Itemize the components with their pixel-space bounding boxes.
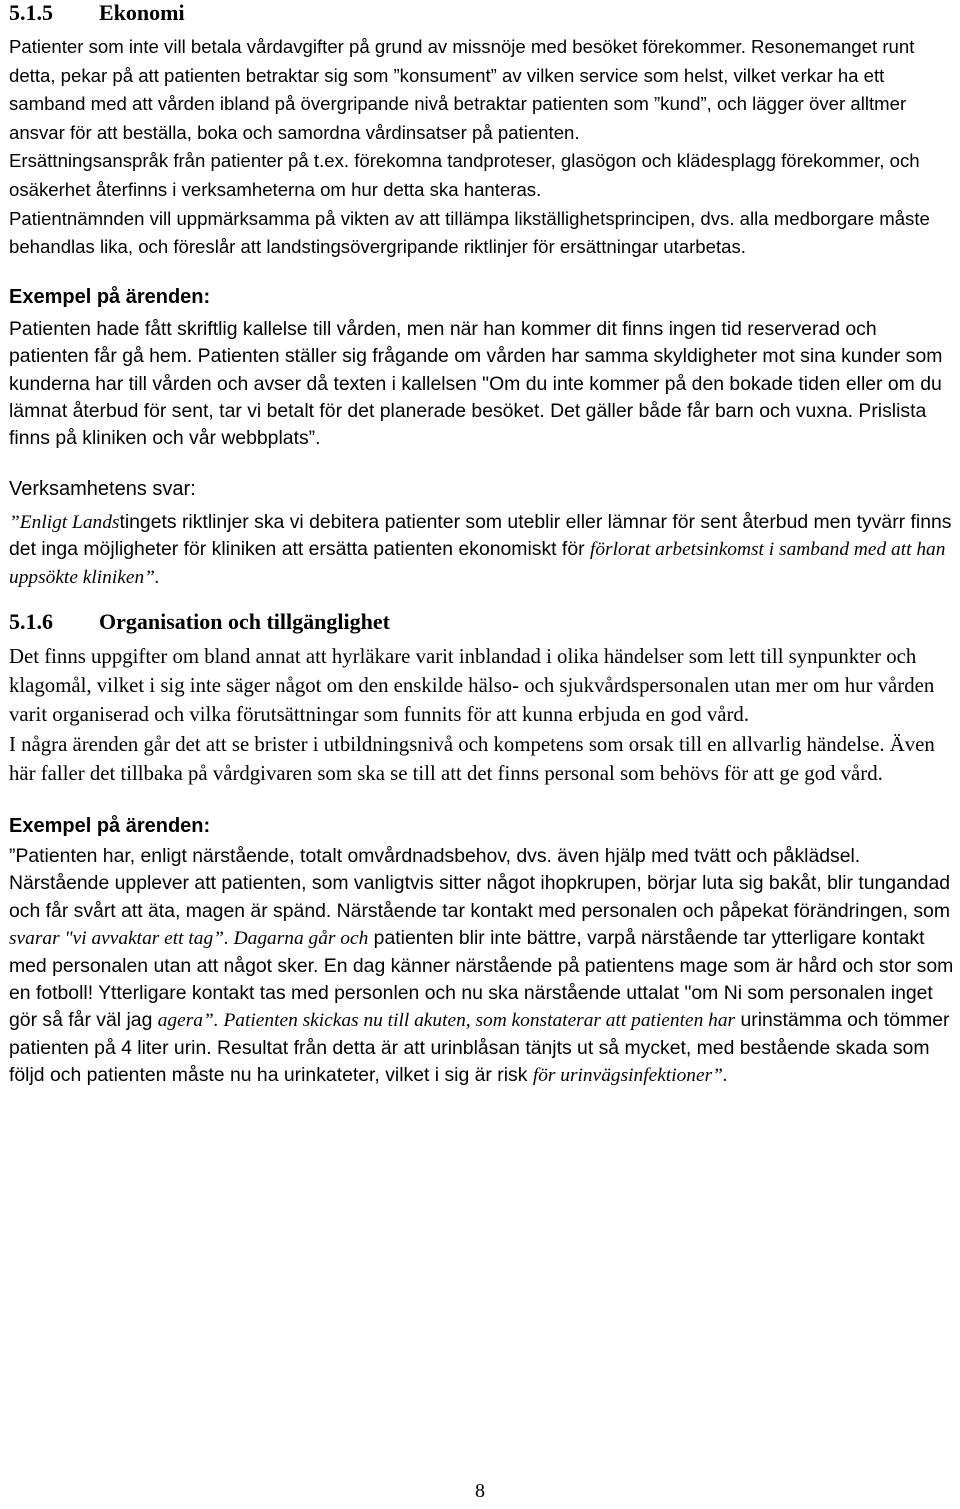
paragraph: Patienter som inte vill betala vårdavgifter på grund av missnöje med besöket förekommer. Resonemanget runt detta, pekar på att patienten betraktar sig som ”konsument” av vilken service som helst, vilket verkar ha ett samband med att vården ibland på övergripande nivå betraktar patienten som ”kund”, och lägger över alltmer ansvar för att beställa, boka och samordna vårdinsatser på patienten. bbox=[9, 36, 915, 143]
example-italic: för urinvägsinfektioner”. bbox=[532, 1065, 728, 1087]
example-italic: svarar "vi avvaktar ett tag”. Dagarna går och bbox=[9, 928, 369, 950]
answer-text bbox=[9, 509, 955, 591]
example-italic: agera”. Patienten skickas nu till akuten, som konstaterar att patienten har bbox=[157, 1010, 736, 1032]
section-title: Organisation och tillgänglighet bbox=[99, 609, 390, 634]
example-text: Patienten hade fått skriftlig kallelse till vården, men när han kommer dit finns ingen tid reserverad och patienten får gå hem. Patienten ställer sig frågande om vården har samma skyldigheter mot sina kunder som kunderna har till vården och avser då texten i kallelsen "Om du inte kommer på den bokade tiden eller om du lämnat återbud för sent, tar vi betalt för det planerade besöket. Det gäller både får barn och vuxna. Prislista finns på kliniken och vår webbplats”. bbox=[9, 317, 943, 450]
section-number: 5.1.5 bbox=[9, 0, 53, 25]
answer-heading: Verksamhetens svar: bbox=[9, 477, 196, 500]
section-title: Ekonomi bbox=[99, 0, 185, 25]
section-heading-ekonomi bbox=[9, 0, 955, 26]
answer-italic-start: ”Enligt Lands bbox=[9, 511, 120, 533]
example-text bbox=[9, 843, 955, 1090]
section-number: 5.1.6 bbox=[9, 609, 53, 634]
example-heading: Exempel på ärenden: bbox=[9, 285, 211, 308]
section-heading-organisation bbox=[9, 609, 955, 635]
paragraph: Patientnämnden vill uppmärksamma på vikten av att tillämpa likställighetsprincipen, dvs. alla medborgare måste behandlas lika, och föreslår att landstingsövergripande riktlinjer för ersättningar utarbetas. bbox=[9, 207, 930, 258]
page-number: 8 bbox=[475, 1480, 485, 1502]
example-text-part: ”Patienten har, enligt närstående, totalt omvårdnadsbehov, dvs. även hjälp med tvätt och påklädsel. Närstående upplever att patienten, som vanligtvis sitter något ihopkrupen, börjar luta sig bakåt, blir tungandad och får svårt att äta, magen är spänd. Närstående tar kontakt med personalen och påpekat förändringen, som bbox=[9, 845, 951, 922]
example-text-part: patienten blir inte bättre, varpå närstående tar ytterligare kontakt med personalen utan att något sker. En dag känner närstående på patientens mage som är hård och stor som en fotboll! Ytterligare kontakt tas med personlen och nu ska närstående uttalat "om Ni som personalen inget gör så får väl jag bbox=[9, 927, 954, 1032]
example-heading: Exempel på ärenden: bbox=[9, 815, 211, 838]
paragraph: Ersättningsanspråk från patienter på t.ex. förekomna tandproteser, glasögon och klädesplagg förekommer, och osäkerhet återfinns i verksamheterna om hur detta ska hanteras. bbox=[9, 150, 920, 200]
paragraph: I några ärenden går det att se brister i utbildningsnivå och kompetens som orsak till en allvarlig händelse. Även här faller det tillbaka på vårdgivaren som ska se till att det finns personal som behövs för att ge god vård. bbox=[9, 732, 935, 785]
answer-italic-end: förlorat arbetsinkomst i samband med att han uppsökte kliniken”. bbox=[9, 539, 946, 588]
document-page bbox=[9, 0, 955, 1090]
paragraph: Det finns uppgifter om bland annat att hyrläkare varit inblandad i olika händelser som lett till synpunkter och klagomål, vilket i sig inte säger något om den enskilde hälso- och sjukvårdspersonalen utan mer om hur vården varit organiserad och vilka förutsättningar som funnits för att kunna erbjuda en god vård. bbox=[9, 645, 935, 727]
example-text-part: urinstämma och tömmer patienten på 4 liter urin. Resultat från detta är att urinblåsan tänjts ut så mycket, med bestående skada som följd och patienten måste nu ha urinkateter, vilket i sig är risk bbox=[9, 1009, 950, 1087]
answer-body: tingets riktlinjer ska vi debitera patienter som uteblir eller lämnar för sent återbud men tyvärr finns det inga möjligheter för kliniken att ersätta patienten ekonomiskt för bbox=[9, 510, 952, 561]
